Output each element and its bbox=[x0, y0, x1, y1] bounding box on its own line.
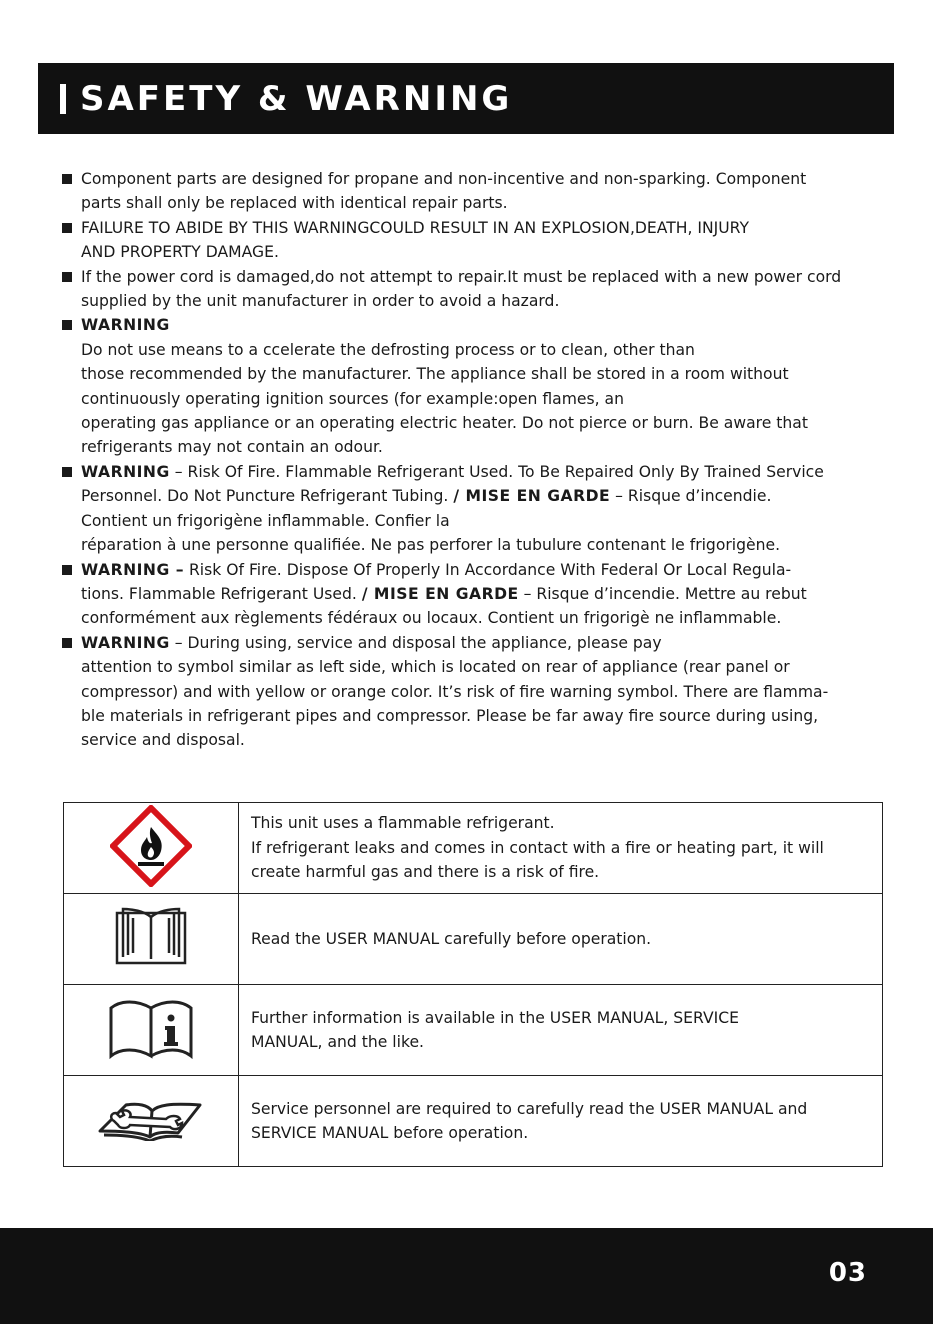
bullet-square-icon bbox=[62, 638, 72, 648]
table-row: Read the USER MANUAL carefully before operation. bbox=[64, 894, 883, 985]
bullet-square-icon bbox=[62, 467, 72, 477]
warning-list bbox=[60, 167, 892, 753]
footer-bar bbox=[0, 1228, 933, 1324]
list-item: WARNING – During using, service and disposal the appliance, please pay attention to symbol similar as left side, which is located on rear of appliance (rear panel or compressor) and with yellow or orange color. It’s risk of fire warning symbol. There are flamma- ble materials in refrigerant pipes and compressor. Please be far away fire source during using, service and disposal. bbox=[60, 631, 892, 753]
mise-en-garde-label: / MISE EN GARDE bbox=[453, 487, 611, 506]
list-item: If the power cord is damaged,do not attempt to repair.It must be replaced with a new power cord supplied by the unit manufacturer in order to avoid a hazard. bbox=[60, 265, 892, 314]
page-number: 03 bbox=[828, 1258, 867, 1288]
table-row: Further information is available in the USER MANUAL, SERVICE MANUAL, and the like. bbox=[64, 985, 883, 1076]
mise-en-garde-label: / MISE EN GARDE bbox=[361, 584, 519, 603]
header-accent-bar bbox=[60, 84, 66, 114]
warning-label: WARNING bbox=[81, 462, 170, 481]
user-manual-book-icon bbox=[114, 952, 188, 971]
list-item: FAILURE TO ABIDE BY THIS WARNINGCOULD RESULT IN AN EXPLOSION,DEATH, INJURY AND PROPERTY DAMAGE. bbox=[60, 216, 892, 265]
warning-label: WARNING bbox=[81, 633, 170, 652]
list-item: WARNING Do not use means to a ccelerate the defrosting process or to clean, other than those recommended by the manufacturer. The appliance shall be stored in a room without continuously operating ignition sources (for example:open flames, an operating gas appliance or an operating electric heater. Do not pierce or burn. Be aware that refrigerants may not contain an odour. bbox=[60, 313, 892, 459]
info-manual-icon bbox=[107, 1045, 195, 1064]
table-row: Service personnel are required to carefully read the USER MANUAL and SERVICE MANUAL before operation. bbox=[64, 1076, 883, 1167]
service-manual-wrench-icon bbox=[96, 1126, 206, 1145]
warning-label: WARNING – bbox=[81, 560, 185, 579]
bullet-square-icon bbox=[62, 272, 72, 282]
list-item: WARNING – Risk Of Fire. Flammable Refrigerant Used. To Be Repaired Only By Trained Service Personnel. Do Not Puncture Refrigerant Tubing. / MISE EN GARDE – Risque d’incendie. Contient un frigorigène inflammable. Confier la réparation à une personne qualifiée. Ne pas perforer la tubulure contenant le frigorigène. bbox=[60, 460, 892, 558]
warning-heading: WARNING bbox=[81, 316, 170, 335]
bullet-square-icon bbox=[62, 223, 72, 233]
bullet-square-icon bbox=[62, 565, 72, 575]
table-row: This unit uses a flammable refrigerant. If refrigerant leaks and comes in contact with a fire or heating part, it will create harmful gas and there is a risk of fire. bbox=[64, 803, 883, 894]
list-item: Component parts are designed for propane and non-incentive and non-sparking. Component parts shall only be replaced with identical repair parts. bbox=[60, 167, 892, 216]
page-title: SAFETY & WARNING bbox=[80, 78, 513, 119]
flammable-hazard-icon bbox=[110, 872, 192, 891]
symbol-table bbox=[63, 802, 883, 1167]
bullet-square-icon bbox=[62, 320, 72, 330]
bullet-square-icon bbox=[62, 174, 72, 184]
section-header bbox=[38, 63, 894, 134]
list-item: WARNING – Risk Of Fire. Dispose Of Properly In Accordance With Federal Or Local Regula- tions. Flammable Refrigerant Used. / MISE EN GARDE – Risque d’incendie. Mettre au rebut conformément aux règlements fédéraux ou locaux. Contient un frigorigè ne inflammable. bbox=[60, 558, 892, 631]
